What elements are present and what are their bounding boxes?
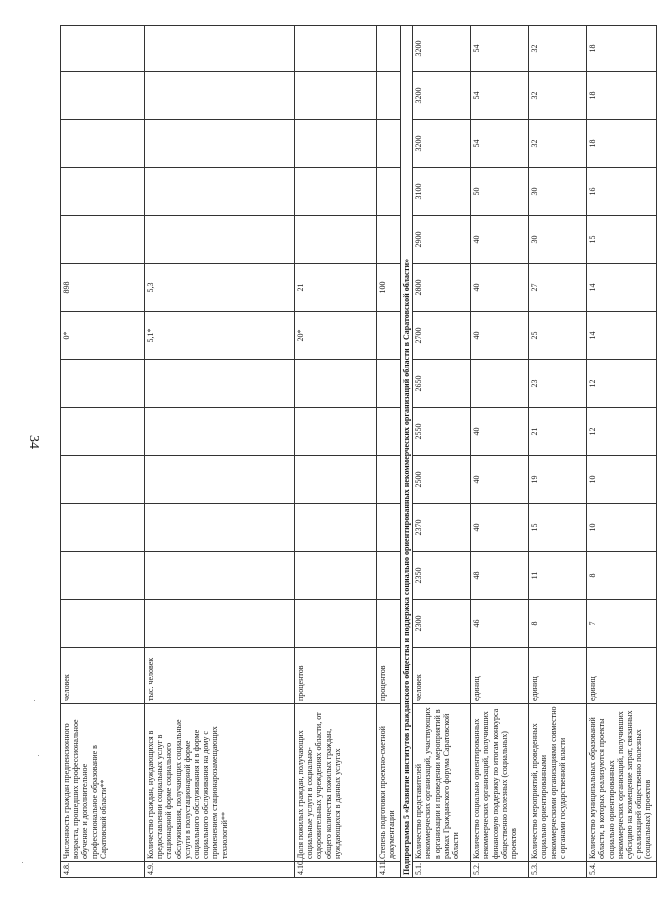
value-cell (61, 120, 145, 168)
value-cell (145, 168, 295, 216)
table-body (61, 26, 657, 878)
value-cell: 27 (529, 264, 587, 312)
value-cell (61, 456, 145, 504)
table-row (413, 26, 471, 878)
value-cell (61, 360, 145, 408)
page-number: 34 (26, 435, 41, 449)
value-cell: 8 (529, 600, 587, 648)
value-cell (61, 168, 145, 216)
value-cell: 3100 (413, 168, 471, 216)
value-cell (377, 216, 401, 264)
value-cell (377, 168, 401, 216)
value-cell (295, 360, 377, 408)
row-number: 5.4. (587, 862, 657, 878)
value-cell: 21 (295, 264, 377, 312)
value-cell: 30 (529, 168, 587, 216)
value-cell (61, 552, 145, 600)
value-cell: 2350 (413, 552, 471, 600)
table-row (587, 26, 657, 878)
value-cell (377, 26, 401, 72)
value-cell (61, 26, 145, 72)
value-cell: 12 (587, 360, 657, 408)
value-cell (295, 504, 377, 552)
row-number: 5.1. (413, 862, 471, 878)
value-cell (295, 408, 377, 456)
value-cell: 15 (587, 216, 657, 264)
value-cell (295, 456, 377, 504)
value-cell (145, 26, 295, 72)
value-cell: 25 (529, 312, 587, 360)
subprogram-row (401, 26, 413, 878)
value-cell (377, 408, 401, 456)
value-cell: 8 (587, 552, 657, 600)
value-cell (145, 456, 295, 504)
value-cell: 32 (529, 72, 587, 120)
value-cell: 2900 (413, 216, 471, 264)
value-cell (377, 504, 401, 552)
subprogram-title: Подпрограмма 5 «Развитие институтов гражданского общества и поддержка социально ориентированных некоммерческих организаций области в Саратовской области» (401, 26, 413, 878)
value-cell: 2550 (413, 408, 471, 456)
indicator-unit: процентов (295, 648, 377, 704)
indicator-unit: тыс. человек (145, 648, 295, 704)
value-cell: 15 (529, 504, 587, 552)
value-cell: 3200 (413, 120, 471, 168)
scan-speck (34, 700, 35, 701)
value-cell: 54 (471, 120, 529, 168)
value-cell: 100 (377, 264, 401, 312)
row-number: 5.2. (471, 862, 529, 878)
value-cell: 14 (587, 264, 657, 312)
value-cell (377, 312, 401, 360)
value-cell (295, 168, 377, 216)
indicator-unit: процентов (377, 648, 401, 704)
value-cell: 14 (587, 312, 657, 360)
value-cell: 54 (471, 26, 529, 72)
value-cell: 5,1* (145, 312, 295, 360)
value-cell: 11 (529, 552, 587, 600)
value-cell: 40 (471, 504, 529, 552)
value-cell: 40 (471, 408, 529, 456)
indicator-name: Количество представителей некоммерческих организаций, участвующих в организации и проведении мероприятий в рамках Гражданского форума Саратовской области (413, 704, 471, 862)
value-cell: 2700 (413, 312, 471, 360)
value-cell (145, 408, 295, 456)
value-cell: 7 (587, 600, 657, 648)
value-cell: 5,3 (145, 264, 295, 312)
value-cell (377, 360, 401, 408)
indicator-name: Количество социально ориентированных некоммерческих организаций, получивших финансовую поддержку по итогам конкурса общественно полезных (социальных) проектов (471, 704, 529, 862)
value-cell (295, 600, 377, 648)
value-cell: 0* (61, 312, 145, 360)
indicators-table (60, 25, 657, 878)
value-cell: 3200 (413, 72, 471, 120)
value-cell (295, 552, 377, 600)
value-cell (295, 72, 377, 120)
value-cell (145, 120, 295, 168)
indicator-unit: человек (61, 648, 145, 704)
indicator-name: Доля пожилых граждан, получающих социальные услуги в социально-оздоровительных учреждениях области, от общего количества пожилых граждан, нуждающихся в данных услугах (295, 704, 377, 862)
value-cell (145, 360, 295, 408)
value-cell: 2500 (413, 456, 471, 504)
value-cell (61, 408, 145, 456)
table-row (377, 26, 401, 878)
value-cell: 32 (529, 120, 587, 168)
indicator-name: Количество муниципальных образований области, в которых реализуются проекты социально ориентированных некоммерческих организаций, получивших субсидию на возмещение затрат, связанных с реализацией общественно полезных (социальных) проектов (587, 704, 657, 862)
value-cell (377, 600, 401, 648)
value-cell (145, 552, 295, 600)
value-cell (471, 360, 529, 408)
table-row (471, 26, 529, 878)
table-row (61, 26, 145, 878)
value-cell: 18 (587, 72, 657, 120)
value-cell: 30 (529, 216, 587, 264)
scan-speck (22, 862, 23, 863)
row-number: 4.11. (377, 862, 401, 878)
table-row (529, 26, 587, 878)
value-cell: 46 (471, 600, 529, 648)
value-cell: 54 (471, 72, 529, 120)
value-cell: 19 (529, 456, 587, 504)
row-number: 4.10. (295, 862, 377, 878)
value-cell: 40 (471, 312, 529, 360)
value-cell (295, 26, 377, 72)
value-cell: 21 (529, 408, 587, 456)
value-cell (295, 120, 377, 168)
value-cell (295, 216, 377, 264)
value-cell: 48 (471, 552, 529, 600)
value-cell (145, 504, 295, 552)
value-cell (61, 72, 145, 120)
indicator-unit: человек (413, 648, 471, 704)
value-cell (61, 600, 145, 648)
indicator-name: Количество граждан, нуждающихся в предоставлении социальных услуг в стационарной форме социального обслуживания, получающих социальные услуги в полустационарной форме социального обслуживания и в форме социального обслуживания на дому с применением стационарозамещающих технологий** (145, 704, 295, 862)
value-cell: 3200 (413, 26, 471, 72)
value-cell: 16 (587, 168, 657, 216)
indicator-name: Численность граждан предпенсионного возраста, прошедших профессиональное обучение и дополнительное профессиональное образование в Саратовской области** (61, 704, 145, 862)
value-cell (61, 504, 145, 552)
value-cell: 12 (587, 408, 657, 456)
indicator-name: Количество мероприятий, проведенных социально ориентированными некоммерческими организациями совместно с органами государственной власти (529, 704, 587, 862)
row-number: 4.9. (145, 862, 295, 878)
value-cell: 10 (587, 504, 657, 552)
scan-speck (38, 755, 39, 756)
indicator-unit: единиц (587, 648, 657, 704)
value-cell (61, 216, 145, 264)
value-cell: 898 (61, 264, 145, 312)
table-row (295, 26, 377, 878)
value-cell: 40 (471, 264, 529, 312)
table-row (145, 26, 295, 878)
row-number: 5.3. (529, 862, 587, 878)
row-number: 4.8. (61, 862, 145, 878)
value-cell (145, 216, 295, 264)
value-cell: 10 (587, 456, 657, 504)
value-cell (377, 552, 401, 600)
value-cell: 18 (587, 26, 657, 72)
indicator-unit: единиц (529, 648, 587, 704)
value-cell: 32 (529, 26, 587, 72)
value-cell: 20* (295, 312, 377, 360)
value-cell: 2300 (413, 600, 471, 648)
indicator-unit: единиц (471, 648, 529, 704)
value-cell: 18 (587, 120, 657, 168)
value-cell: 50 (471, 168, 529, 216)
value-cell (377, 72, 401, 120)
value-cell: 40 (471, 216, 529, 264)
value-cell: 2800 (413, 264, 471, 312)
value-cell: 2370 (413, 504, 471, 552)
value-cell (377, 456, 401, 504)
value-cell (377, 120, 401, 168)
value-cell: 40 (471, 456, 529, 504)
rotated-table-container (60, 30, 653, 878)
value-cell: 23 (529, 360, 587, 408)
value-cell: 2650 (413, 360, 471, 408)
indicator-name: Степень подготовки проектно-сметной документации (377, 704, 401, 862)
value-cell (145, 72, 295, 120)
value-cell (145, 600, 295, 648)
